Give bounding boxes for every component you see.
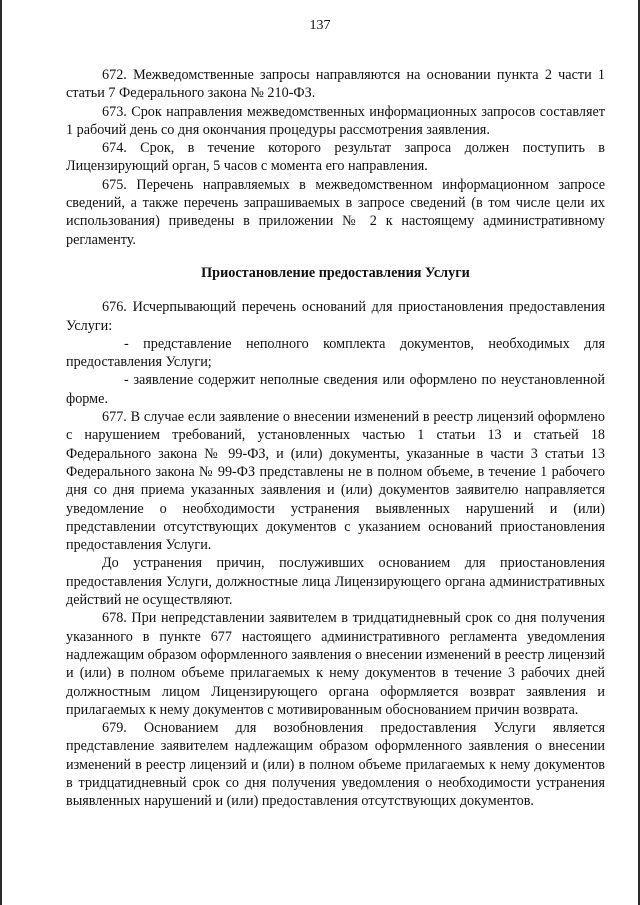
document-body — [66, 66, 605, 811]
paragraph-672: 672. Межведомственные запросы направляются на основании пункта 2 части 1 статьи 7 Федерального закона № 210-ФЗ. — [66, 67, 605, 102]
paragraph-677-continuation: До устранения причин, послуживших основанием для приостановления предоставления Услуги, должностные лица Лицензирующего органа административных действий не осуществляют. — [66, 555, 605, 609]
paragraph-673: 673. Срок направления межведомственных информационных запросов составляет 1 рабочий день со дня окончания процедуры рассмотрения заявления. — [66, 103, 605, 138]
paragraph-678: 678. При непредставлении заявителем в тридцатидневный срок со дня получения указанного в пункте 677 настоящего административного регламента уведомления надлежащим образом оформленного заявления о внесении изменений в реестр лицензий и (или) в полном объеме прилагаемых к нему документов в течение 3 рабочих дней должностным лицом Лицензирующего органа оформляется возврат заявления и прилагаемых к нему документов с мотивированным обоснованием причин возврата. — [66, 610, 605, 718]
bullet-incomplete-documents: - представление неполного комплекта документов, необходимых для предоставления Услуги; — [66, 335, 605, 371]
bullet-incomplete-application: - заявление содержит неполные сведения или оформлено по неустановленной форме. — [66, 372, 605, 407]
paragraph-674: 674. Срок, в течение которого результат запроса должен поступить в Лицензирующий орган, 5 часов с момента его направления. — [66, 140, 605, 175]
paragraph-675: 675. Перечень направляемых в межведомственном информационном запросе сведений, а также перечень запрашиваемых в запросе сведений (в том числе цели их использования) приведены в приложении № 2 к настоящему административному регламенту. — [66, 176, 605, 248]
paragraph-677: 677. В случае если заявление о внесении изменений в реестр лицензий оформлено с нарушением требований, установленных частью 1 статьи 13 и статьей 18 Федерального закона № 99-ФЗ, и (или) документы, указанные в части 3 статьи 13 Федерального закона № 99-ФЗ представлены не в полном объеме, в течение 1 рабочего дня со дня приема указанных заявления и (или) документов заявителю направляется уведомление о необходимости устранения выявленных нарушений и (или) представлении отсутствующих документов с указанием оснований приостановления предоставления Услуги. — [66, 409, 605, 554]
paragraph-676: 676. Исчерпывающий перечень оснований для приостановления предоставления Услуги: — [66, 299, 605, 334]
paragraph-679: 679. Основанием для возобновления предоставления Услуги является представление заявителем надлежащим образом оформленного заявления о внесении изменений в реестр лицензий и (или) в полном объеме прилагаемых к нему документов в тридцатидневный срок со дня получения уведомления о необходимости устранения выявленных нарушений и (или) предоставления отсутствующих документов. — [66, 720, 605, 810]
page-number: 137 — [309, 18, 331, 33]
section-heading: Приостановление предоставления Услуги — [201, 264, 470, 281]
